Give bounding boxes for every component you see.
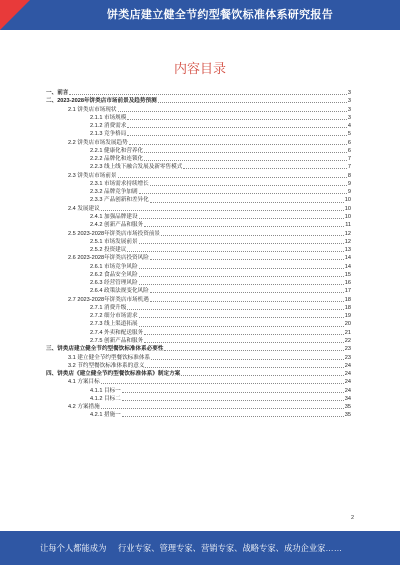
toc-entry-label: 2.5 2023-2028年饼类店市场投资前景 [68, 230, 161, 237]
report-title: 饼类店建立健全节约型餐饮标准体系研究报告 [107, 9, 333, 21]
toc-entry-page: 20 [344, 321, 351, 328]
toc-entry-page: 9 [347, 180, 351, 187]
toc-entry-page: 21 [344, 329, 351, 336]
footer-roles: 行业专家、管理专家、营销专家、战略专家、成功企业家…… [118, 543, 343, 553]
toc-leader-dots [69, 94, 346, 95]
toc-entry[interactable] [46, 172, 351, 180]
toc-entry[interactable] [46, 155, 351, 163]
toc-entry-page: 10 [344, 213, 351, 220]
toc-leader-dots [118, 111, 347, 112]
toc-entry-page: 11 [345, 222, 351, 229]
table-of-contents [46, 89, 351, 420]
toc-entry-label: 2.3 饼类店市场前景 [68, 172, 117, 179]
toc-leader-dots [122, 416, 344, 417]
toc-heading: 内容目录 [173, 61, 226, 76]
toc-entry-label: 3.2 节约型餐饮标准体系的意义 [68, 362, 145, 369]
toc-entry-label: 2.1 饼类店市场现状 [68, 106, 117, 113]
toc-leader-dots [127, 135, 347, 136]
toc-entry[interactable] [46, 254, 351, 262]
toc-leader-dots [101, 383, 344, 384]
toc-entry-page: 24 [344, 362, 351, 369]
toc-entry[interactable] [46, 345, 351, 353]
toc-entry-label: 2.4 发展建议 [68, 205, 100, 212]
toc-leader-dots [101, 210, 344, 211]
toc-entry[interactable] [46, 320, 351, 328]
toc-entry[interactable] [46, 370, 351, 378]
toc-entry-label: 2.6.2 食品安全风险 [90, 271, 138, 278]
toc-leader-dots [139, 218, 344, 219]
toc-entry-label: 4.1.1 目标一 [90, 387, 121, 394]
page-number: 2 [350, 515, 354, 521]
toc-entry-label: 4.1 方案目标 [68, 379, 100, 386]
toc-entry-label: 2.3.2 品牌竞争加剧 [90, 189, 138, 196]
toc-entry-label: 2.6.3 经营管理风险 [90, 280, 138, 287]
toc-entry[interactable] [46, 246, 351, 254]
toc-entry-label: 4.2.1 措施一 [90, 412, 121, 419]
toc-entry[interactable] [46, 362, 351, 370]
footer-slogan: 让每个人都能成为 [40, 543, 107, 553]
toc-entry-label: 2.3.1 市场需求持续增长 [90, 180, 149, 187]
toc-entry-page: 9 [347, 189, 351, 196]
toc-leader-dots [144, 334, 344, 335]
page-header [0, 0, 400, 30]
toc-leader-dots [164, 350, 343, 351]
toc-entry-label: 2.4.2 创新产品和服务 [90, 222, 144, 229]
toc-entry[interactable] [46, 213, 351, 221]
toc-leader-dots [127, 309, 343, 310]
toc-leader-dots [161, 235, 344, 236]
toc-leader-dots [144, 226, 344, 227]
toc-entry-page: 5 [347, 131, 351, 138]
toc-leader-dots [127, 251, 343, 252]
toc-leader-dots [144, 160, 347, 161]
toc-entry-page: 6 [347, 139, 351, 146]
toc-entry-page: 22 [344, 337, 351, 344]
toc-leader-dots [181, 375, 344, 376]
toc-entry-page: 19 [344, 313, 351, 320]
toc-entry-page: 8 [347, 172, 351, 179]
toc-entry-label: 2.5.2 投资建议 [90, 247, 127, 254]
toc-entry[interactable] [46, 378, 351, 386]
toc-entry[interactable] [46, 106, 351, 114]
toc-entry-page: 35 [344, 404, 351, 411]
toc-leader-dots [139, 276, 344, 277]
toc-leader-dots [139, 268, 344, 269]
toc-entry-label: 2.7.1 消费升级 [90, 304, 127, 311]
toc-leader-dots [122, 392, 344, 393]
toc-entry-page: 17 [344, 288, 351, 295]
toc-entry-label: 2.7.4 外卖和配送服务 [90, 329, 144, 336]
toc-leader-dots [150, 292, 344, 293]
toc-entry[interactable] [46, 230, 351, 238]
toc-entry-page: 15 [344, 271, 351, 278]
toc-entry-label: 2.2 饼类店市场发展趋势 [68, 139, 128, 146]
toc-entry-page: 10 [344, 205, 351, 212]
toc-entry-label: 4.2 方案措施 [68, 404, 100, 411]
toc-entry[interactable] [46, 329, 351, 337]
toc-entry[interactable] [46, 221, 351, 229]
toc-entry-page: 18 [344, 296, 351, 303]
toc-entry-page: 24 [344, 387, 351, 394]
toc-entry[interactable] [46, 130, 351, 138]
toc-entry-page: 14 [344, 263, 351, 270]
toc-entry[interactable] [46, 205, 351, 213]
toc-leader-dots [118, 177, 347, 178]
toc-entry-page: 23 [344, 354, 351, 361]
toc-leader-dots [151, 359, 344, 360]
toc-leader-dots [139, 317, 344, 318]
toc-entry-page: 6 [347, 147, 351, 154]
toc-leader-dots [122, 400, 344, 401]
toc-entry-page: 34 [344, 395, 351, 402]
toc-entry-page: 4 [347, 123, 351, 130]
toc-entry-label: 2.6.1 市场竞争风险 [90, 263, 138, 270]
toc-entry[interactable] [46, 312, 351, 320]
toc-entry-label: 二、2023-2028年饼类店市场前景及趋势预测 [46, 98, 157, 105]
toc-entry-page: 3 [347, 114, 351, 121]
toc-entry-page: 23 [344, 346, 351, 353]
toc-leader-dots [150, 259, 344, 260]
toc-entry-label: 2.6.4 政策法规变化风险 [90, 288, 149, 295]
toc-leader-dots [150, 301, 344, 302]
toc-entry-label: 2.7 2023-2028年饼类店市场机遇 [68, 296, 149, 303]
toc-entry-label: 2.5.1 市场发展前景 [90, 238, 138, 245]
toc-leader-dots [129, 144, 347, 145]
toc-entry[interactable] [46, 403, 351, 411]
toc-entry[interactable] [46, 196, 351, 204]
toc-entry[interactable] [46, 395, 351, 403]
toc-entry-page: 14 [344, 255, 351, 262]
toc-entry-page: 24 [344, 371, 351, 378]
toc-entry-label: 2.1.2 消费需求 [90, 123, 127, 130]
toc-entry[interactable] [46, 163, 351, 171]
toc-entry-label: 三、饼类店建立健全节约型餐饮标准体系必要性 [46, 346, 164, 353]
toc-entry-label: 2.7.2 细分市场需求 [90, 313, 138, 320]
toc-leader-dots [144, 152, 347, 153]
toc-entry-label: 2.6 2023-2028年饼类店投资风险 [68, 255, 149, 262]
toc-leader-dots [139, 193, 347, 194]
toc-entry[interactable] [46, 114, 351, 122]
toc-entry[interactable] [46, 97, 351, 105]
toc-entry-page: 7 [347, 164, 351, 171]
toc-leader-dots [150, 202, 344, 203]
toc-entry-page: 12 [344, 230, 351, 237]
toc-entry-page: 7 [347, 156, 351, 163]
toc-entry-label: 一、前言 [46, 90, 69, 96]
toc-entry[interactable] [46, 287, 351, 295]
toc-entry[interactable] [46, 238, 351, 246]
toc-entry-label: 2.2.1 健康化和营养化 [90, 147, 144, 154]
toc-leader-dots [145, 367, 343, 368]
toc-entry-page: 16 [344, 280, 351, 287]
toc-entry-label: 2.7.5 创新产品和服务 [90, 337, 144, 344]
toc-entry[interactable] [46, 89, 351, 97]
toc-entry-label: 2.7.3 线上渠道拓展 [90, 321, 138, 328]
toc-entry-page: 3 [347, 106, 351, 113]
toc-entry-label: 2.1.3 竞争格局 [90, 131, 127, 138]
toc-entry[interactable] [46, 337, 351, 345]
toc-entry[interactable] [46, 354, 351, 362]
toc-entry[interactable] [46, 271, 351, 279]
toc-entry-page: 35 [344, 412, 351, 419]
toc-entry-label: 3.1 建立健全节约型餐饮标准体系 [68, 354, 151, 361]
toc-leader-dots [127, 119, 347, 120]
toc-entry[interactable] [46, 139, 351, 147]
toc-entry[interactable] [46, 122, 351, 130]
toc-entry-label: 四、饼类店《建立健全节约型餐饮标准体系》制定方案 [46, 371, 181, 378]
toc-leader-dots [150, 185, 347, 186]
toc-entry-page: 10 [344, 197, 351, 204]
toc-entry[interactable] [46, 147, 351, 155]
toc-entry-page: 3 [347, 98, 351, 105]
toc-entry-page: 24 [344, 379, 351, 386]
toc-entry-page: 13 [344, 247, 351, 254]
toc-entry[interactable] [46, 304, 351, 312]
toc-entry-label: 2.4.1 加强品牌建设 [90, 213, 138, 220]
page-footer [0, 531, 400, 565]
toc-entry-page: 12 [344, 238, 351, 245]
toc-leader-dots [139, 326, 344, 327]
toc-entry-label: 4.1.2 目标二 [90, 395, 121, 402]
toc-entry[interactable] [46, 387, 351, 395]
toc-leader-dots [144, 342, 344, 343]
toc-leader-dots [183, 168, 347, 169]
toc-leader-dots [101, 408, 344, 409]
toc-entry[interactable] [46, 263, 351, 271]
toc-entry[interactable] [46, 188, 351, 196]
toc-entry-label: 2.2.2 品牌化和连锁化 [90, 156, 144, 163]
toc-leader-dots [139, 284, 344, 285]
toc-entry[interactable] [46, 279, 351, 287]
toc-entry[interactable] [46, 411, 351, 419]
toc-leader-dots [139, 243, 344, 244]
toc-entry-label: 2.2.3 线上线下融合发展及新零售模式 [90, 164, 183, 171]
toc-entry-label: 2.3.3 产品创新和差异化 [90, 197, 149, 204]
toc-leader-dots [158, 102, 347, 103]
toc-entry[interactable] [46, 296, 351, 304]
toc-entry[interactable] [46, 180, 351, 188]
toc-entry-page: 3 [347, 90, 351, 96]
toc-leader-dots [127, 127, 347, 128]
toc-entry-label: 2.1.1 市场规模 [90, 114, 127, 121]
header-corner-decoration [0, 0, 30, 30]
toc-entry-page: 18 [344, 304, 351, 311]
